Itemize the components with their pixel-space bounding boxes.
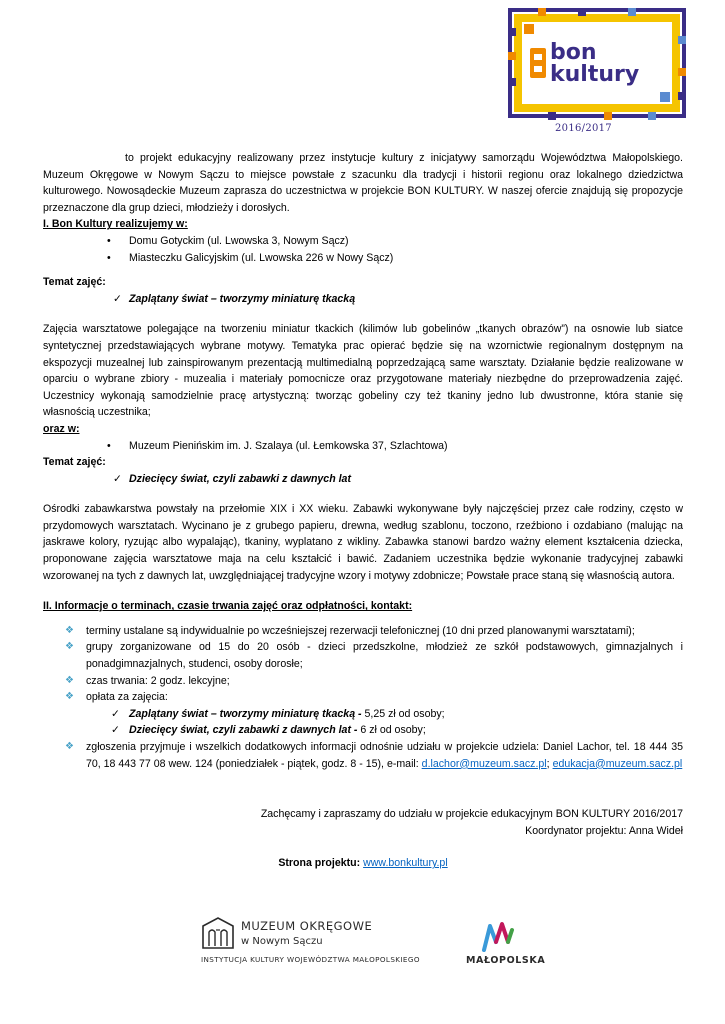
intro-paragraph: to projekt edukacyjny realizowany przez instytucje kultury z inicjatywy samorządu Województwa Małopolskiego. Muzeum Okręgowe w Nowym Sączu to miejsce powstałe z szacunku dla tradycji i historii regionu oraz lokalnego dziedzictwa kulturowego. Nowosądeckie Muzeum zaprasza do uczestnictwa w projekcie BON KULTURY. W naszej ofercie znajdują się propozycje przeznaczone dla grup dzieci, młodzieży i dorosłych. bbox=[43, 152, 683, 214]
topic-label-1: Temat zajęć: bbox=[43, 276, 106, 289]
fee-2 bbox=[43, 722, 683, 739]
also-label: oraz w: bbox=[43, 422, 80, 435]
topic-2-description: Ośrodki zabawkarstwa powstały na przełomie XIX i XX wieku. Zabawki wykonywane były najczęściej przez całe rodziny, często w przydomowych warsztatach. Wycinano je z grubego papieru, drewna, według szablonu, toczono, rzeźbiono i ozdabiano (malując na jaskrawe kolory, ryzując albo wypalając), tkaniny, wyplatano z wikliny. Zabawka stanowi bardzo ważny element kształcenia dziecka, proponowane zajęcia warsztatowe maja na celu kształcić i bawić. Zadaniem uczestnika będzie wykonanie tradycyjnej zabawki wzorowanej na tych z dawnych lat, uwzględniającej tradycyjne wzory i motywy zdobnicze; Powstałe prace staną się własnością autora. bbox=[43, 503, 683, 582]
info-terms: terminy ustalane są indywidualnie po wcześniejszej rezerwacji telefonicznej (10 dni przed planowanymi warsztatami); bbox=[86, 624, 635, 637]
locations-list-2 bbox=[43, 438, 683, 455]
site-link[interactable]: www.bonkultury.pl bbox=[363, 857, 448, 870]
diamond-bullet-icon: ❖ bbox=[65, 641, 74, 653]
checkmark-icon: ✓ bbox=[111, 724, 120, 737]
museum-institution: INSTYTUCJA KULTURY WOJEWÓDZTWA MAŁOPOLSKIEGO bbox=[201, 955, 420, 964]
diamond-bullet-icon: ❖ bbox=[65, 691, 74, 703]
info-list bbox=[43, 623, 683, 706]
contact-list bbox=[43, 739, 683, 772]
logo-wordmark bbox=[550, 42, 639, 86]
museum-logo bbox=[201, 914, 441, 966]
info-fees: opłata za zajęcia: bbox=[86, 691, 168, 704]
bon-kultury-logo bbox=[508, 8, 686, 134]
malopolska-mark-icon bbox=[478, 920, 518, 952]
section-1-heading: I. Bon Kultury realizujemy w: bbox=[43, 218, 188, 231]
info-duration: czas trwania: 2 godz. lekcyjne; bbox=[86, 674, 230, 687]
main-content bbox=[43, 150, 683, 872]
site-label: Strona projektu: bbox=[278, 857, 361, 870]
fee-2-price: 6 zł od osoby; bbox=[357, 724, 426, 737]
museum-subname: w Nowym Sączu bbox=[241, 936, 323, 947]
location-1: Domu Gotyckim (ul. Lwowska 3, Nowym Sącz) bbox=[129, 234, 349, 247]
list-item bbox=[43, 233, 683, 250]
list-item bbox=[43, 739, 683, 772]
list-item bbox=[43, 250, 683, 267]
info-groups: grupy zorganizowane od 15 do 20 osób - dzieci przedszkolne, młodzież ze szkół podstawowych, gimnazjalnych i ponadgimnazjalnych, studenci, osoby dorosłe; bbox=[86, 641, 683, 671]
list-item bbox=[43, 673, 683, 690]
project-coordinator: Koordynator projektu: Anna Wideł bbox=[525, 824, 683, 837]
location-2: Miasteczku Galicyjskim (ul. Lwowska 226 w Nowy Sącz) bbox=[129, 251, 394, 264]
topic-1 bbox=[43, 291, 683, 308]
logo-line-1: bon bbox=[550, 40, 597, 65]
topic-1-description: Zajęcia warsztatowe polegające na tworzeniu miniatur tkackich (kilimów lub gobelinów „tkanych obrazów”) na osnowie lub siatce syntetycznej przedstawiających wybrane motywy. Tematyka prac opierać będzie się na wzornictwie regionalnym dostępnym na ekspozycji muzealnej lub zainspirowanym prezentacją multimedialną poprzedzającą same warsztaty. Działanie będzie realizowane w oparciu o wybrane zbiory - muzealia i materiały pomocnicze oraz przygotowane materiały niezbędne do przeprowadzenia zajęć. Uczestnicy wykonają samodzielnie pracę artystyczną: tworząc gobeliny czy też tkaniny jedno lub dwustronne, która stanie się własnością uczestnika; bbox=[43, 323, 683, 419]
logo-year: 2016/2017 bbox=[555, 123, 612, 134]
diamond-bullet-icon: ❖ bbox=[65, 674, 74, 686]
museum-name: MUZEUM OKRĘGOWE bbox=[241, 919, 373, 933]
malopolska-label: MAŁOPOLSKA bbox=[466, 955, 546, 966]
topic-1-title: Zaplątany świat – tworzymy miniaturę tkacką bbox=[129, 292, 356, 305]
logo-line-2: kultury bbox=[550, 62, 640, 87]
section-2-heading: II. Informacje o terminach, czasie trwania zajęć oraz odpłatności, kontakt: bbox=[43, 600, 413, 613]
email-separator: ; bbox=[546, 757, 550, 770]
list-item bbox=[43, 623, 683, 640]
contact-text: zgłoszenia przyjmuje i wszelkich dodatkowych informacji odnośnie udziału w projekcie udziela: Daniel Lachor, tel. 18 444 35 70, 18 443 77 08 wew. 124 (poniedziałek - piątek, godz. 8 - 15), e-mail: bbox=[86, 741, 683, 770]
bullet-icon: • bbox=[107, 251, 111, 264]
closing-invitation: Zachęcamy i zapraszamy do udziału w projekcie edukacyjnym BON KULTURY 2016/2017 bbox=[260, 808, 683, 821]
topic-label-2: Temat zajęć: bbox=[43, 456, 106, 469]
list-item bbox=[43, 689, 683, 706]
checkmark-icon: ✓ bbox=[113, 472, 122, 485]
bullet-icon: • bbox=[107, 234, 111, 247]
fee-2-title: Dziecięcy świat, czyli zabawki z dawnych lat - bbox=[129, 724, 358, 737]
museum-building-icon bbox=[201, 916, 235, 950]
fee-1-price: 5,25 zł od osoby; bbox=[361, 707, 445, 720]
checkmark-icon: ✓ bbox=[111, 707, 120, 720]
bullet-icon: • bbox=[107, 439, 111, 452]
list-item bbox=[43, 639, 683, 672]
locations-list bbox=[43, 233, 683, 266]
project-site bbox=[43, 855, 683, 872]
location-3: Muzeum Pienińskim im. J. Szalaya (ul. Łemkowska 37, Szlachtowa) bbox=[129, 439, 448, 452]
list-item bbox=[43, 438, 683, 455]
fee-1 bbox=[43, 706, 683, 723]
diamond-bullet-icon: ❖ bbox=[65, 624, 74, 636]
fee-1-title: Zaplątany świat – tworzymy miniaturę tkacką - bbox=[129, 707, 362, 720]
email-link-1[interactable]: d.lachor@muzeum.sacz.pl bbox=[421, 757, 547, 770]
topic-2-title: Dziecięcy świat, czyli zabawki z dawnych lat bbox=[129, 472, 351, 485]
topic-2 bbox=[43, 471, 683, 488]
checkmark-icon: ✓ bbox=[113, 292, 122, 305]
diamond-bullet-icon: ❖ bbox=[65, 741, 74, 752]
malopolska-logo bbox=[466, 920, 546, 966]
email-link-2[interactable]: edukacja@muzeum.sacz.pl bbox=[552, 757, 683, 770]
